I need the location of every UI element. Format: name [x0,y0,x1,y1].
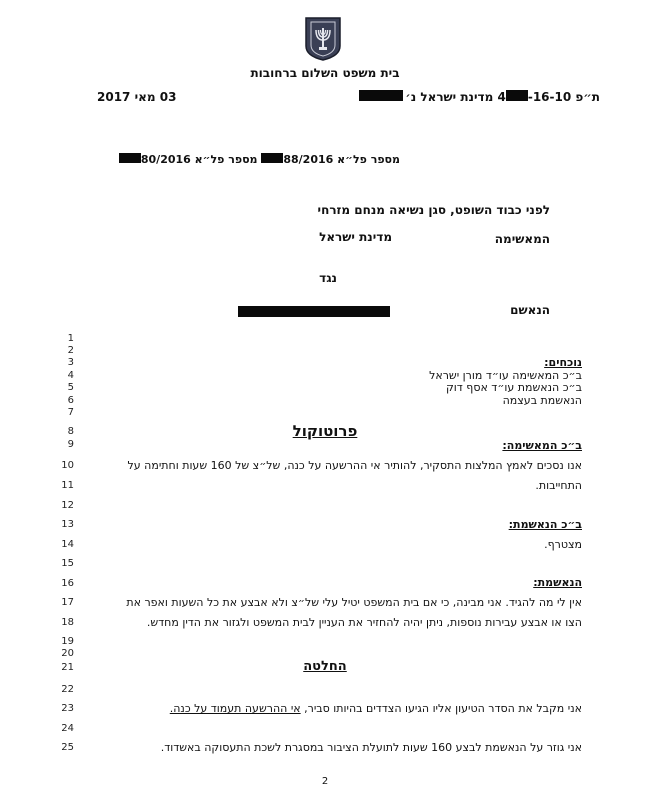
redaction [261,153,283,163]
prosecution-counsel-title: ב״כ המאשימה: [502,439,582,452]
line-number: 4 [67,370,74,381]
case-number-prefix: ת״פ 16-10- [527,90,600,104]
defendant-label: הנאשם [510,303,550,317]
line-number: 9 [67,439,74,450]
redaction [506,90,528,101]
page-number: 2 [321,776,329,787]
line-number: 23 [61,703,74,714]
line-number: 25 [61,742,74,753]
defendant-redaction [238,306,390,317]
line-number: 2 [67,345,74,356]
line-number: 16 [61,578,74,589]
present-line: ב״כ הנאשמת עו״ד אסף דוק [445,381,582,394]
case-num-1: 88/2016 [283,153,334,166]
defendant-statement-title: הנאשמת: [533,576,582,589]
case-numbers [119,153,400,166]
case-number [359,90,600,104]
redaction [359,90,403,101]
line-number: 15 [61,558,74,569]
line-number: 11 [61,480,74,491]
line-number: 17 [61,597,74,608]
prosecution-value: מדינת ישראל [319,230,392,244]
line-number: 8 [67,426,74,437]
line-number: 10 [61,460,74,471]
line-number: 6 [67,395,74,406]
defense-counsel-text: מצטרף. [544,538,582,551]
prosecution-counsel-text: התחייבות. [535,479,582,492]
defendant-statement-text: אין לי מה להגיד. אני מבינה, כי אם בית המשפט יטיל עלי של״צ ולא אבצע את כל השעות ואפר את [126,596,582,609]
line-number: 22 [61,684,74,695]
case-date: 03 מאי 2017 [97,90,177,104]
decision-line: אני גוזר על הנאשמת לבצע 160 שעות לתועלת הציבור במסגרת לשכת התעסוקה באשדוד. [160,741,582,754]
state-emblem-icon [303,16,343,62]
line-number: 1 [67,333,74,344]
line-number: 13 [61,519,74,530]
case-number-mid: 4 [497,90,506,104]
decision-text-underlined: אי ההרשעה תעמוד על כנה. [169,702,301,715]
line-number: 20 [61,648,74,659]
line-number: 21 [61,662,74,673]
line-number: 18 [61,617,74,628]
defense-counsel-title: ב״כ הנאשמת: [508,518,582,531]
line-number: 7 [67,407,74,418]
line-number: 19 [61,636,74,647]
protocol-title: פרוטוקול [292,422,358,440]
versus: נגד [319,271,337,285]
present-line: ב״כ המאשימה עו״ד מורן ישראל [429,369,582,382]
case-num-2: 80/2016 [140,153,191,166]
court-name: בית משפט השלום ברחובות [250,66,400,80]
judge-line: לפני כבוד השופט, סגן נשיאה מנחם מזרחי [317,203,550,217]
case-party: מדינת ישראל נ׳ [405,90,494,104]
case-num-label-2: מספר פל״א [194,153,258,166]
present-line: הנאשמת בעצמה [502,394,582,407]
prosecution-counsel-text: אנו נסכים לאמץ המלצות התסקיר, להותיר אי ההרשעה על כנה, של״צ של 160 שעות וחתימה על [127,459,582,472]
redaction [119,153,141,163]
decision-line [170,702,582,715]
line-number: 5 [67,382,74,393]
defendant-statement-text: הצו או אבצע עבירות נוספות, ניתן יהיה להחזיר את העניין לבית המשפט ולגזור את הדין מחדש. [146,616,582,629]
prosecution-label: המאשימה [494,232,550,246]
line-number: 12 [61,500,74,511]
line-number: 3 [67,357,74,368]
present-title: נוכחים: [544,356,582,369]
case-header [40,90,600,106]
line-number: 14 [61,539,74,550]
decision-text: אני מקבל את הסדר הטיעון אליו הגיעו הצדדים בהיותו סביר, [304,702,582,715]
case-num-label-1: מספר פל״א [337,153,400,166]
line-number: 24 [61,723,74,734]
decision-title: החלטה [303,659,347,674]
